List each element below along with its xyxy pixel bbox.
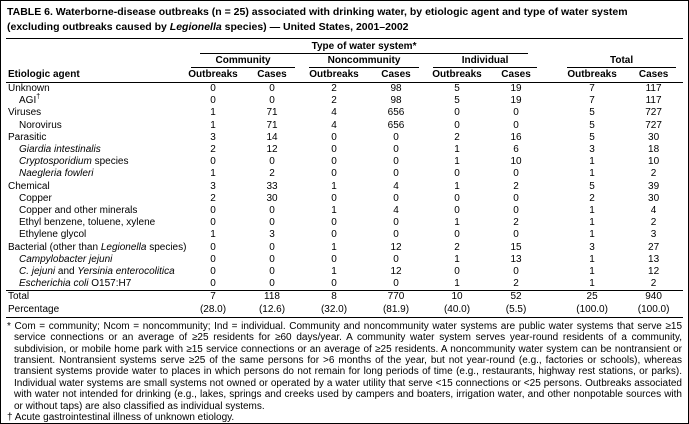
cases-column-header: Cases xyxy=(366,68,426,83)
value-cell: 30 xyxy=(648,192,660,204)
value-cell: 0 xyxy=(210,156,216,168)
value-cell: (40.0) xyxy=(426,304,488,318)
table-row xyxy=(6,242,683,254)
etiologic-agent-cell: Ethylene glycol xyxy=(19,229,87,241)
value-cell: 0 xyxy=(331,131,337,143)
table-row xyxy=(6,144,683,156)
gap-cell xyxy=(544,205,560,217)
value-cell: 2 xyxy=(331,95,337,107)
table-row xyxy=(6,95,683,107)
value-cell: 0 xyxy=(513,205,519,217)
value-cell: 0 xyxy=(269,266,275,278)
agent-header-spacer xyxy=(6,39,184,54)
etiologic-agent-cell: Copper xyxy=(19,192,52,204)
value-cell: 2 xyxy=(331,83,337,94)
value-cell: 0 xyxy=(393,144,399,156)
value-cell: 98 xyxy=(390,95,402,107)
value-cell: 1 xyxy=(589,266,595,278)
value-cell: 0 xyxy=(210,278,216,290)
etiologic-agent-cell: Parasitic xyxy=(8,131,47,143)
etiologic-agent-cell: Total xyxy=(6,291,184,304)
outbreaks-column-header: Outbreaks xyxy=(426,68,488,83)
gap-column xyxy=(544,68,560,83)
value-cell: 98 xyxy=(390,83,402,94)
value-cell: 0 xyxy=(269,156,275,168)
community-group-header xyxy=(184,54,302,68)
value-cell: 0 xyxy=(393,278,399,290)
gap-column xyxy=(544,54,560,68)
value-cell: 2 xyxy=(513,278,519,290)
value-cell: 10 xyxy=(648,156,660,168)
value-cell: 0 xyxy=(210,83,216,94)
value-cell: 3 xyxy=(589,241,595,253)
etiologic-agent-cell: Escherichia coli O157:H7 xyxy=(19,278,132,290)
etiologic-agent-cell: C. jejuni and Yersinia enterocolitica xyxy=(19,266,175,278)
value-cell: 0 xyxy=(393,253,399,265)
value-cell: 0 xyxy=(210,266,216,278)
value-cell: 656 xyxy=(387,107,405,119)
value-cell: 2 xyxy=(513,180,519,192)
value-cell: 0 xyxy=(454,107,460,119)
value-cell: 2 xyxy=(269,168,275,180)
value-cell: 0 xyxy=(513,192,519,204)
value-cell: 117 xyxy=(645,83,662,94)
etiologic-agent-cell: Cryptosporidium species xyxy=(19,156,129,168)
value-cell: (100.0) xyxy=(624,304,683,318)
etiologic-agent-cell: Chemical xyxy=(8,180,50,192)
value-cell: 4 xyxy=(393,205,399,217)
footnote-star-text: Com = community; Ncom = noncommunity; Ind = individual. Community and noncommunity water systems are public water systems that serve ≥15 service connections or an average of ≥25 residents for ≥60 days/year. A community water system serves year-round residents of a community, subdivision, or mobile home park with ≥15 service connections or an average of ≥25 residents. A noncommunity water system can be nontransient or transient. Nontransient systems serve ≥25 of the same persons for >6 months of the year, but not year-round (e.g., factories or schools), whereas transient systems provide water to places in which persons do not remain for long periods of time (e.g., restaurants, highway rest stations, or parks). Individual water systems are small systems not owned or operated by a water utility that serve <15 connections or <25 persons. Outbreaks associated with water not intended for drinking (e.g., lakes, springs and creeks used by campers and boaters, irrigation water, and other nonpotable sources with or without taps) are also classified as individual systems. xyxy=(14,320,683,412)
type-of-water-system-header xyxy=(184,39,544,54)
value-cell: 13 xyxy=(510,253,522,265)
value-cell: 0 xyxy=(210,205,216,217)
outbreaks-column-header: Outbreaks xyxy=(560,68,624,83)
gap-cell xyxy=(544,144,560,156)
value-cell: 27 xyxy=(648,241,660,253)
value-cell: 0 xyxy=(269,278,275,290)
value-cell: 52 xyxy=(488,291,544,304)
value-cell: 13 xyxy=(648,253,660,265)
value-cell: 18 xyxy=(648,144,660,156)
table-row xyxy=(6,168,683,180)
value-cell: 2 xyxy=(650,217,657,229)
table-row xyxy=(6,181,683,193)
value-cell: 10 xyxy=(510,156,522,168)
value-cell: 3 xyxy=(269,229,275,241)
value-cell: 71 xyxy=(266,107,278,119)
footnote-star-marker: * xyxy=(7,320,11,332)
table-row xyxy=(6,266,683,278)
value-cell: 0 xyxy=(210,253,216,265)
value-cell: 0 xyxy=(513,107,519,119)
outbreaks-column-header: Outbreaks xyxy=(184,68,242,83)
value-cell: 2 xyxy=(650,278,657,290)
value-cell: 33 xyxy=(266,180,278,192)
etiologic-agent-cell: Copper and other minerals xyxy=(19,205,138,217)
value-cell: 0 xyxy=(269,217,275,229)
etiologic-agent-cell: Naegleria fowleri xyxy=(19,168,94,180)
value-cell: 1 xyxy=(331,266,337,278)
value-cell: 71 xyxy=(266,119,278,131)
value-cell: 12 xyxy=(390,266,402,278)
value-cell: 6 xyxy=(513,144,519,156)
value-cell: 4 xyxy=(331,119,337,131)
value-cell: 1 xyxy=(589,217,595,229)
value-cell: 0 xyxy=(513,119,519,131)
etiologic-agent-cell: AGI† xyxy=(19,93,41,107)
table-row xyxy=(6,304,683,318)
value-cell: 7 xyxy=(589,95,595,107)
table-row xyxy=(6,254,683,266)
table-title xyxy=(6,3,683,39)
table-row xyxy=(6,278,683,291)
value-cell: 2 xyxy=(513,217,519,229)
table-row xyxy=(6,83,683,96)
value-cell: 3 xyxy=(210,131,216,143)
value-cell: 4 xyxy=(393,180,399,192)
value-cell: 0 xyxy=(210,241,216,253)
footnote-dagger xyxy=(7,412,682,423)
value-cell: 1 xyxy=(331,205,337,217)
noncommunity-group-header xyxy=(302,54,426,68)
value-cell: 19 xyxy=(510,95,522,107)
value-cell: 0 xyxy=(269,253,275,265)
value-cell: 1 xyxy=(331,180,337,192)
value-cell: 0 xyxy=(513,229,519,241)
value-cell: 727 xyxy=(645,119,662,131)
value-cell: 1 xyxy=(589,229,595,241)
value-cell: 727 xyxy=(645,107,662,119)
value-cell: (100.0) xyxy=(560,304,624,318)
value-cell: 0 xyxy=(331,168,337,180)
value-cell: 1 xyxy=(589,253,595,265)
header-sub-row xyxy=(6,68,683,83)
title-text: TABLE 6. Waterborne-disease outbreaks (n = 25) associated with drinking water, by etiologic agent and type of water system (excluding outbreaks caused by xyxy=(7,6,628,33)
value-cell: 0 xyxy=(331,229,337,241)
gap-cell xyxy=(544,168,560,180)
etiologic-agent-header: Etiologic agent xyxy=(6,68,184,83)
gap-cell xyxy=(544,181,560,193)
value-cell: 1 xyxy=(589,278,595,290)
value-cell: 0 xyxy=(269,205,275,217)
value-cell: 5 xyxy=(589,119,595,131)
table-row xyxy=(6,205,683,217)
value-cell: 1 xyxy=(454,144,460,156)
value-cell: 12 xyxy=(266,144,278,156)
gap-cell xyxy=(544,242,560,254)
gap-cell xyxy=(544,120,560,132)
value-cell: 8 xyxy=(302,291,366,304)
table-body xyxy=(6,83,683,318)
value-cell: (81.9) xyxy=(366,304,426,318)
value-cell: 3 xyxy=(210,180,216,192)
value-cell: 117 xyxy=(645,95,662,107)
value-cell: 2 xyxy=(210,144,216,156)
value-cell: 1 xyxy=(454,156,460,168)
total-header-spacer xyxy=(560,39,683,54)
gap-cell xyxy=(544,107,560,119)
value-cell: 0 xyxy=(393,229,399,241)
table-row xyxy=(6,291,683,304)
footnote-star xyxy=(7,321,682,412)
value-cell: 1 xyxy=(210,107,216,119)
value-cell: 2 xyxy=(210,192,216,204)
value-cell: 19 xyxy=(510,83,522,94)
outbreaks-column-header: Outbreaks xyxy=(302,68,366,83)
value-cell: 0 xyxy=(393,217,399,229)
value-cell: (5.5) xyxy=(488,304,544,318)
value-cell: 0 xyxy=(331,217,337,229)
value-cell: 1 xyxy=(589,168,595,180)
value-cell: 2 xyxy=(454,241,460,253)
value-cell: 0 xyxy=(393,168,399,180)
value-cell: 118 xyxy=(242,291,302,304)
value-cell: 0 xyxy=(393,192,399,204)
value-cell: 2 xyxy=(650,168,657,180)
value-cell: 0 xyxy=(513,266,519,278)
value-cell: 16 xyxy=(510,131,522,143)
gap-cell xyxy=(544,217,560,229)
footnote-dagger-text: Acute gastrointestinal illness of unknown etiology. xyxy=(14,412,235,424)
gap-cell xyxy=(544,83,560,96)
value-cell: 0 xyxy=(331,144,337,156)
etiologic-agent-cell: Viruses xyxy=(8,107,42,119)
gap-cell xyxy=(544,95,560,107)
value-cell: 4 xyxy=(331,107,337,119)
gap-column xyxy=(544,39,560,54)
etiologic-agent-cell: Percentage xyxy=(6,304,184,318)
value-cell: 12 xyxy=(390,241,402,253)
value-cell: 1 xyxy=(210,168,216,180)
value-cell: 1 xyxy=(454,217,460,229)
value-cell: 0 xyxy=(454,266,460,278)
etiologic-agent-cell: Norovirus xyxy=(19,119,62,131)
value-cell: 39 xyxy=(648,180,660,192)
agent-header-spacer xyxy=(6,54,184,68)
value-cell: 0 xyxy=(513,168,519,180)
gap-cell xyxy=(544,304,560,318)
value-cell: 0 xyxy=(454,229,460,241)
value-cell: 0 xyxy=(331,156,337,168)
value-cell: 0 xyxy=(210,217,216,229)
value-cell: 0 xyxy=(454,192,460,204)
etiologic-agent-cell: Giardia intestinalis xyxy=(19,144,101,156)
table-row xyxy=(6,107,683,119)
header-spanner-row xyxy=(6,39,683,54)
cases-column-header: Cases xyxy=(488,68,544,83)
value-cell: 12 xyxy=(648,266,660,278)
gap-cell xyxy=(544,132,560,144)
table-row xyxy=(6,229,683,241)
title-text-end: species) — United States, 2001–2002 xyxy=(221,21,409,33)
value-cell: 0 xyxy=(269,95,275,107)
value-cell: 3 xyxy=(650,229,657,241)
value-cell: 5 xyxy=(589,107,595,119)
value-cell: 0 xyxy=(393,156,399,168)
value-cell: 2 xyxy=(589,192,595,204)
value-cell: 5 xyxy=(454,83,460,94)
value-cell: 30 xyxy=(266,192,278,204)
value-cell: 0 xyxy=(454,205,460,217)
cases-column-header: Cases xyxy=(242,68,302,83)
value-cell: 770 xyxy=(366,291,426,304)
value-cell: 2 xyxy=(454,131,460,143)
value-cell: 1 xyxy=(210,229,216,241)
header-groups-row xyxy=(6,54,683,68)
table-row xyxy=(6,193,683,205)
gap-cell xyxy=(544,156,560,168)
total-group-header xyxy=(560,54,683,68)
individual-group-header xyxy=(426,54,544,68)
value-cell: 10 xyxy=(426,291,488,304)
value-cell: 1 xyxy=(210,119,216,131)
etiologic-agent-cell: Campylobacter jejuni xyxy=(19,253,113,265)
value-cell: 1 xyxy=(454,253,460,265)
footnote-dagger-marker: † xyxy=(7,412,13,424)
value-cell: 15 xyxy=(510,241,522,253)
value-cell: 7 xyxy=(184,291,242,304)
value-cell: 25 xyxy=(560,291,624,304)
value-cell: 5 xyxy=(454,95,460,107)
table-row xyxy=(6,120,683,132)
value-cell: 0 xyxy=(331,278,337,290)
gap-cell xyxy=(544,254,560,266)
value-cell: 0 xyxy=(269,83,275,94)
value-cell: 1 xyxy=(589,205,595,217)
value-cell: 656 xyxy=(387,119,405,131)
value-cell: 0 xyxy=(331,192,337,204)
gap-cell xyxy=(544,291,560,304)
value-cell: 5 xyxy=(589,180,595,192)
value-cell: 1 xyxy=(454,180,460,192)
value-cell: 0 xyxy=(269,241,275,253)
table-row xyxy=(6,132,683,144)
value-cell: 1 xyxy=(331,241,337,253)
value-cell: 0 xyxy=(393,131,399,143)
value-cell: 14 xyxy=(266,131,278,143)
gap-cell xyxy=(544,278,560,291)
value-cell: 30 xyxy=(648,131,660,143)
etiologic-agent-cell: Ethyl benzene, toluene, xylene xyxy=(19,217,156,229)
value-cell: 7 xyxy=(589,83,595,94)
value-cell: 0 xyxy=(454,119,460,131)
value-cell: 0 xyxy=(210,95,216,107)
etiologic-agent-cell: Bacterial (other than Legionella species) xyxy=(8,241,187,253)
individual-label: Individual xyxy=(433,55,537,68)
value-cell: 4 xyxy=(650,205,657,217)
table-row xyxy=(6,217,683,229)
outbreaks-table xyxy=(6,39,683,318)
value-cell: 0 xyxy=(454,168,460,180)
noncommunity-label: Noncommunity xyxy=(309,55,419,68)
value-cell: 1 xyxy=(454,278,460,290)
value-cell: (12.6) xyxy=(242,304,302,318)
value-cell: 0 xyxy=(331,253,337,265)
gap-cell xyxy=(544,229,560,241)
total-label: Total xyxy=(567,55,676,68)
value-cell: 940 xyxy=(624,291,683,304)
title-italic-species: Legionella xyxy=(169,21,222,33)
type-of-water-system-label: Type of water system* xyxy=(200,41,528,54)
value-cell: 5 xyxy=(589,131,595,143)
gap-cell xyxy=(544,193,560,205)
value-cell: 1 xyxy=(589,156,595,168)
table-row xyxy=(6,156,683,168)
footnotes xyxy=(6,318,683,424)
community-label: Community xyxy=(191,55,295,68)
gap-cell xyxy=(544,266,560,278)
value-cell: (28.0) xyxy=(184,304,242,318)
etiologic-agent-cell: Unknown xyxy=(8,83,50,94)
value-cell: (32.0) xyxy=(302,304,366,318)
cases-column-header: Cases xyxy=(624,68,683,83)
value-cell: 3 xyxy=(589,144,595,156)
